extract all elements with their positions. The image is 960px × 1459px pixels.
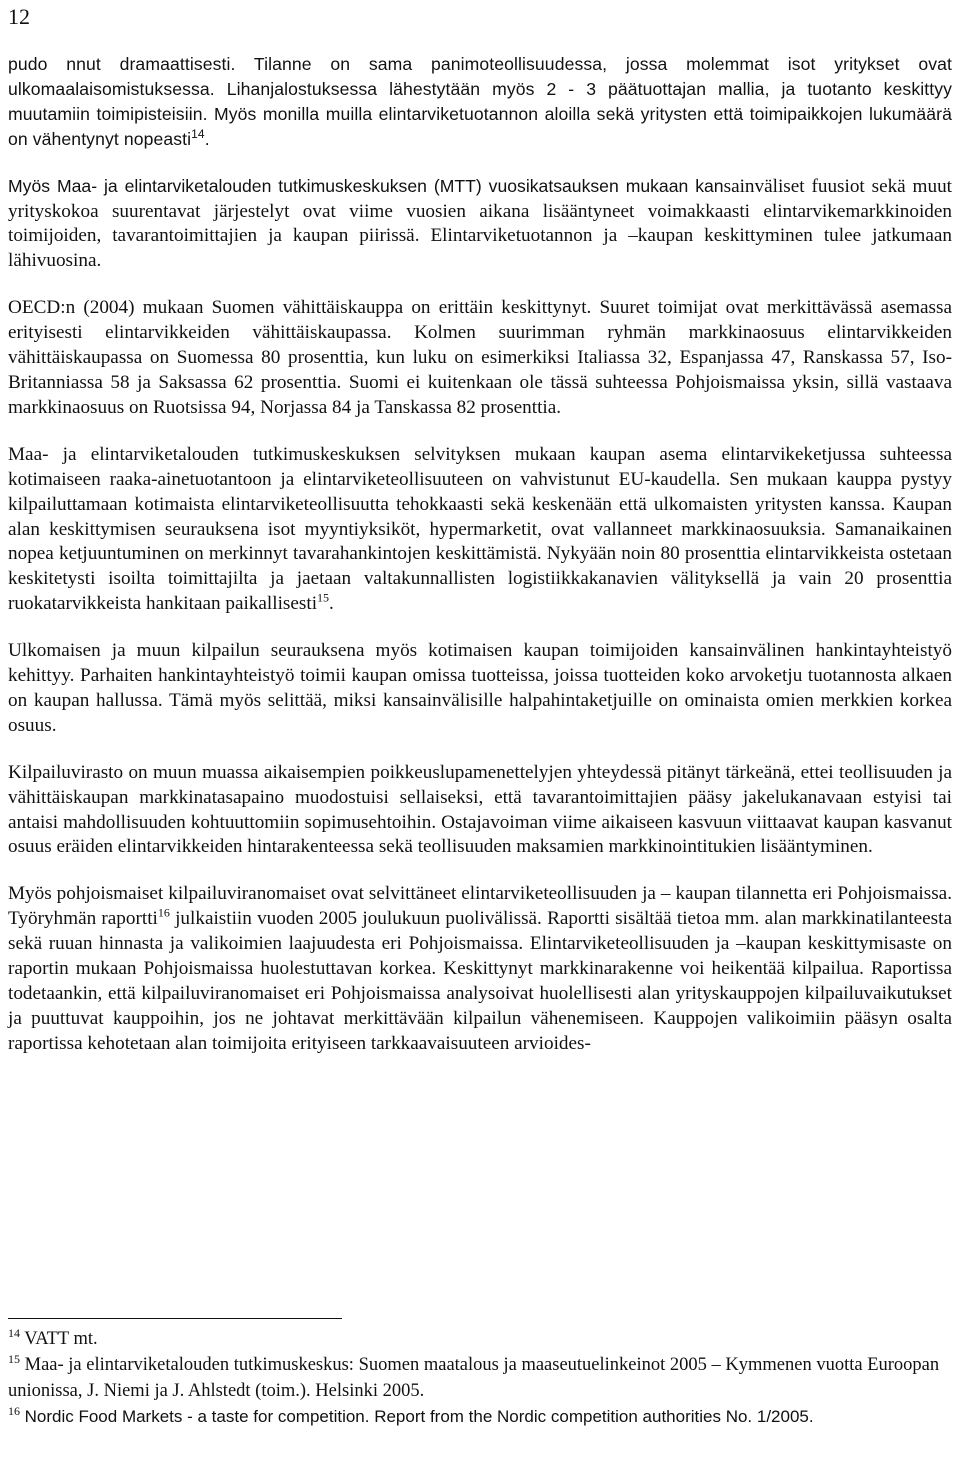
paragraph-7	[8, 882, 952, 1056]
paragraph-text: pudo nnut dramaattisesti. Tilanne on sama panimoteollisuudessa, jossa molemmat isot yritykset ovat ulkomaalaisomistuksessa. Lihanjalostuksessa lähestytään myös 2 - 3 päätuottajan mallia, ja tuotanto keskittyy muutamiin toimipisteisiin. Myös monilla muilla elintarviketuotannon aloilla sekä yritysten että toimipaikkojen lukumäärä on vähentynyt nopeasti	[8, 54, 952, 149]
footnote-divider	[8, 1318, 342, 1319]
paragraph-text: OECD:n (2004) mukaan Suomen vähittäiskauppa on erittäin keskittynyt. Suuret toimijat ovat merkittävässä asemassa erityisesti elintarvikkeiden vähittäiskaupassa. Kolmen suurimman ryhmän markkinaosuus elintarvikkeiden vähittäiskaupassa on Suomessa 80 prosenttia, kun luku on esimerkiksi Italiassa 32, Espanjassa 47, Ranskassa 57, Iso-Britanniassa 58 ja Saksassa 62 prosenttia. Suomi ei kuitenkaan ole tässä suhteessa Pohjoismaissa yksin, sillä vastaava markkinaosuus on Ruotsissa 94, Norjassa 84 ja Tanskassa 82 prosenttia.	[8, 297, 952, 418]
footnote-text: VATT mt.	[24, 1329, 98, 1349]
paragraph-4	[8, 443, 952, 617]
footnote-text: Nordic Food Markets - a taste for competition. Report from the Nordic competition authorities No. 1/2005.	[24, 1407, 814, 1426]
footnote-ref-15: 15	[317, 590, 330, 605]
footnote-ref-16: 16	[157, 905, 170, 920]
footnote-14	[8, 1326, 952, 1352]
paragraph-text: Ulkomaisen ja muun kilpailun seurauksena myös kotimaisen kaupan toimijoiden kansainvälinen hankintayhteistyö kehittyy. Parhaiten hankintayhteistyö toimii kaupan omissa tuotteissa, joissa tuotteiden koko arvoketju tuotannosta alkaen on kaupan hallussa. Tämä myös selittää, miksi kansainvälisille halpahintaketjuille on ominaista omien merkkien korkea osuus.	[8, 640, 952, 736]
paragraph-text: Myös pohjoismaiset kilpailuviranomaiset ovat selvittäneet elintarviketeollisuuden ja – kaupan tilannetta eri Pohjoismaissa. Työryhmän raportti	[8, 883, 952, 930]
paragraph-tail: .	[204, 128, 210, 149]
paragraph-6	[8, 761, 952, 861]
paragraph-text: Maa- ja elintarviketalouden tutkimuskeskuksen selvityksen mukaan kaupan asema elintarvikeketjussa suhteessa kotimaiseen raaka-ainetuotantoon ja elintarviketeollisuuteen on vahvistunut EU-kaudella. Sen mukaan kauppa pystyy kilpailuttamaan kotimaista elintarviketeollisuutta tehokkaasti sekä keskenään että ulkomaisten yritysten kanssa. Kaupan alan keskittymisen seurauksena isot myyntiyksiköt, hypermarketit, ovat vallanneet markkinaosuuksia. Samanaikainen nopea ketjuuntuminen on merkinnyt tavarahankintojen keskittämistä. Nykyään noin 80 prosenttia elintarvikkeista ostetaan keskitetysti isoilta toimittajilta ja jaetaan valtakunnallisten logistiikkakanavien välityksellä ja vain 20 prosenttia ruokatarvikkeista hankitaan paikallisesti	[8, 443, 952, 615]
footnote-number: 14	[8, 1325, 20, 1340]
paragraph-tail: .	[329, 593, 334, 615]
paragraph-3	[8, 296, 952, 421]
footnote-number: 16	[8, 1403, 20, 1418]
paragraph-lead: Myös Maa- ja elintarviketalouden tutkimuskeskuksen (MTT) vuosikatsauksen mukaan kan	[8, 175, 724, 196]
footnote-ref-14: 14	[191, 126, 205, 141]
footnote-16	[8, 1404, 952, 1430]
paragraph-text: sainväliset fuusiot sekä muut yrityskokoa suurentavat järjestelyt ovat viime vuosien aikana lisääntyneet voimakkaasti elintarvikemarkkinoiden toimijoiden, tavarantoimittajien ja kaupan piirissä. Elintarviketuotannon ja –kaupan keskittyminen tulee jatkumaan lähivuosina.	[8, 175, 952, 272]
page-number: 12	[8, 4, 30, 29]
paragraph-tail: julkaistiin vuoden 2005 joulukuun puolivälissä. Raportti sisältää tietoa mm. alan markkinatilanteesta sekä ruuan hinnasta ja valikoimien laajuudesta eri Pohjoismaissa. Elintarviketeollisuuden ja –kaupan keskittymisaste on raportin mukaan Pohjoismaissa huolestuttavan korkea. Keskittynyt markkinarakenne voi heikentää kilpailua. Raportissa todetaankin, että kilpailuviranomaiset eri Pohjoismaissa analysoivat huolellisesti alan yrityskauppojen kilpailuvaikutukset ja puuttuvat kauppoihin, jos ne johtavat merkittävään kilpailun vähenemiseen. Kauppojen valikoimiin pääsyn osalta raportissa kehotetaan alan toimijoita erityiseen tarkkaavaisuuteen arvioides-	[8, 908, 952, 1054]
footnotes	[8, 1326, 952, 1430]
paragraph-5	[8, 639, 952, 739]
paragraph-2	[8, 174, 952, 275]
footnote-15	[8, 1352, 952, 1404]
footnote-text: Maa- ja elintarviketalouden tutkimuskeskus: Suomen maatalous ja maaseutuelinkeinot 2005 – Kymmenen vuotta Euroopan unionissa, J. Niemi ja J. Ahlstedt (toim.). Helsinki 2005.	[8, 1355, 940, 1401]
body-text	[8, 52, 952, 1079]
footnote-number: 15	[8, 1351, 20, 1366]
paragraph-1	[8, 52, 952, 152]
paragraph-text: Kilpailuvirasto on muun muassa aikaisempien poikkeuslupamenettelyjen yhteydessä pitänyt tärkeänä, ettei teollisuuden ja vähittäiskaupan markkinatasapaino muodostuisi sellaiseksi, että tavarantoimittajien pääsy jakelukanavaan estyisi tai antaisi mahdollisuuden kohtuuttomiin sopimusehtoihin. Ostajavoiman viime aikaiseen kasvuun viittaavat kaupan kasvanut osuus eräiden elintarvikkeiden hintarakenteessa sekä teollisuuden maksamien markkinointitukien lisääntyminen.	[8, 761, 952, 858]
